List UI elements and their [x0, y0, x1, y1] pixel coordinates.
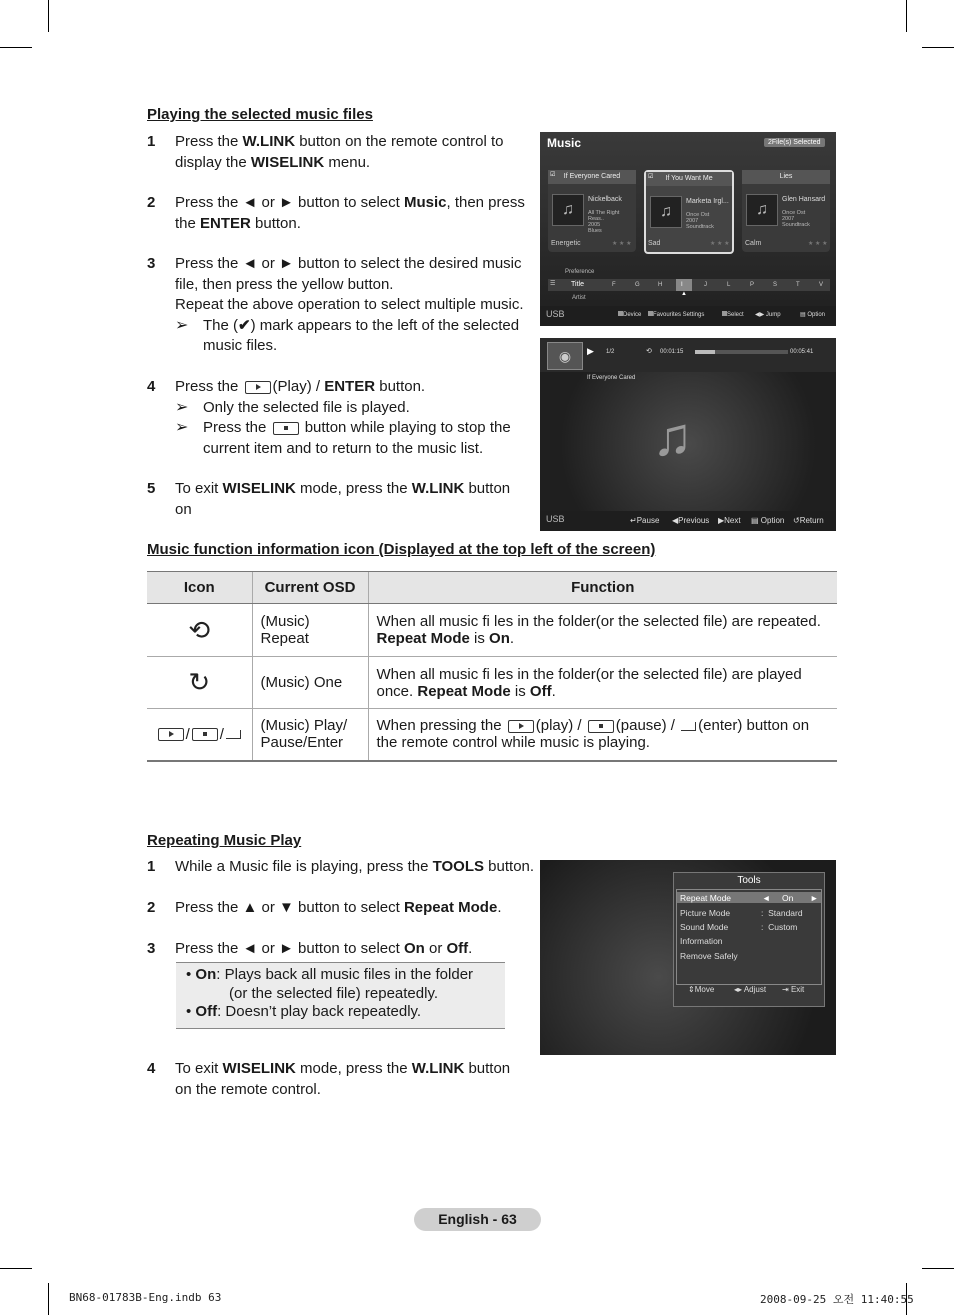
tools-row[interactable]: Picture Mode : Standard — [680, 908, 803, 918]
track-position: 1/2 — [606, 349, 615, 355]
play-icon — [158, 728, 184, 741]
list-icon: ☰ — [550, 281, 556, 287]
repeat-one-icon: ↻ — [188, 667, 211, 697]
music-card[interactable]: If You Want Me ☑ ♫ Marketa Irgl... Once Ost 2007 Soundtrack — [644, 170, 734, 254]
sort-next: Artist — [572, 295, 586, 301]
table-row: ↻ (Music) One When all music fi les in the folder(or the selected file) are played once. Repeat Mode is Off. — [147, 657, 837, 709]
step-2: 2 Press the ▲ or ▼ button to select Repeat Mode. — [147, 899, 502, 916]
tools-row[interactable]: Sound Mode : Custom — [680, 922, 798, 932]
tools-icon: ▤ — [800, 312, 806, 318]
letter-cursor — [676, 279, 692, 291]
options-box: • On: Plays back all music files in the folder (or the selected file) repeatedly. • Off: Doesn’t play back repeatedly. — [176, 962, 505, 1029]
right-arrow-icon: ► — [810, 893, 819, 903]
crop-mark — [48, 1283, 49, 1315]
step-1: 1 While a Music file is playing, press the TOOLS button. — [147, 858, 535, 875]
music-card[interactable]: Lies ♫ Glen Hansard Once Ost 2007 Soundtrack — [742, 170, 830, 252]
up-arrow-icon: ▲ — [681, 291, 687, 297]
rewind-icon: ◀ — [672, 516, 679, 525]
checkmark-icon: ✔ — [238, 316, 251, 334]
enter-icon — [681, 722, 696, 731]
checkbox-checked-icon: ☑ — [550, 172, 556, 178]
page-number: English - 63 — [414, 1208, 541, 1231]
sort-bar[interactable]: ☰ Title F G H I J L P S T V — [548, 279, 830, 291]
step-4: 4 Press the (Play) / ENTER button. ➢ Only the selected file is played. ➢ Press the button while playing to stop the current item and to return to the music list. — [147, 377, 527, 459]
music-card[interactable]: If Everyone Cared ☑ ♫ Nickelback All The Right Reas.. 2005 Blues — [548, 170, 636, 252]
elapsed-time: 00:01:15 — [660, 349, 684, 355]
note: ➢ Only the selected file is played. — [175, 398, 527, 419]
rating-stars: ★ ★ ★ — [710, 241, 730, 247]
step-4: 4 To exit WISELINK mode, press the W.LINK button on the remote control. — [147, 1060, 511, 1098]
progress-fill — [695, 350, 715, 354]
crop-mark — [922, 1268, 954, 1269]
music-note-icon: ♫ — [746, 194, 778, 226]
section-title-repeating: Repeating Music Play — [147, 832, 302, 849]
stop-icon — [273, 422, 299, 435]
section-title-icons: Music function information icon (Displayed at the top left of the screen) — [147, 541, 656, 558]
column-header: Current OSD — [252, 572, 368, 604]
note: ➢ The (✔) mark appears to the left of the selected music files. — [175, 316, 527, 357]
play-state-icon: ▶ — [587, 346, 594, 356]
track-title: If Everyone Cared — [587, 375, 636, 381]
step-text: To exit WISELINK mode, press the W.LINK button on — [175, 480, 511, 518]
leftright-icon: ◂▸ — [734, 985, 743, 994]
left-arrow-icon: ◄ — [762, 893, 771, 903]
music-note-icon: ♫ — [552, 194, 584, 226]
step-5: 5 To exit WISELINK mode, press the W.LINK button on — [147, 479, 527, 520]
selected-count-badge: 2File(s) Selected — [764, 138, 825, 147]
print-file-label: BN68-01783B-Eng.indb 63 — [69, 1291, 222, 1304]
skip-icon: ◀▶ — [755, 312, 765, 318]
print-timestamp: 2008-09-25 오전 11:40:55 — [760, 1293, 914, 1306]
step-2: 2 Press the ◄ or ► button to select Music, then press the ENTER button. — [147, 193, 527, 234]
player-header — [540, 338, 836, 372]
play-icon — [245, 381, 271, 394]
tools-icon: ▤ — [751, 516, 759, 525]
tools-row[interactable]: Remove Safely — [680, 951, 738, 961]
enter-icon — [226, 730, 241, 739]
return-icon: ↺ — [793, 516, 800, 525]
rating-stars: ★ ★ ★ — [808, 241, 828, 247]
step-3: 3 Press the ◄ or ► button to select the desired music file, then press the yellow button. Repeat the above operation to select multiple music. ➢ The (✔) mark appears to the left of the selected music files. — [147, 254, 527, 357]
section-title-playing: Playing the selected music files — [147, 106, 373, 123]
exit-icon: ⇥ — [782, 985, 789, 994]
music-footer: USB Device Favourites Settings Select ◀▶ Jump ▤ Option — [540, 306, 836, 324]
column-header: Icon — [147, 572, 252, 604]
music-list-screen — [540, 132, 836, 326]
tools-row[interactable]: Information — [680, 936, 723, 946]
note: ➢ Press the button while playing to stop the current item and to return to the music list. — [175, 418, 527, 459]
progress-track[interactable] — [695, 350, 788, 354]
mood-label: Calm — [745, 240, 762, 247]
tools-screen — [540, 860, 836, 1055]
play-icon — [508, 720, 534, 733]
step-3: 3 Press the ◄ or ► button to select On or Off. — [147, 940, 473, 957]
mood-label: Sad — [648, 240, 661, 247]
music-note-icon: ♫ — [652, 407, 693, 467]
crop-mark — [906, 0, 907, 32]
screen-title: Music — [547, 136, 582, 150]
table-row: ⟲ (Music) Repeat When all music fi les in the folder(or the selected file) are repeated. Repeat Mode is On. — [147, 604, 837, 657]
column-header: Function — [368, 572, 837, 604]
step-1: 1 Press the W.LINK button on the remote control to display the WISELINK menu. — [147, 132, 527, 173]
crop-mark — [0, 47, 32, 48]
checkbox-checked-icon: ☑ — [648, 174, 654, 180]
arrow-icon: ➢ — [175, 419, 189, 436]
icon-function-table — [147, 571, 837, 762]
rating-stars: ★ ★ ★ — [612, 241, 632, 247]
table-header-row — [147, 572, 837, 604]
sort-prev: Preference — [565, 269, 595, 275]
mood-label: Energetic — [551, 240, 581, 247]
tools-menu: Tools Repeat Mode ◄ On ► Picture Mode : Standard Sound Mode : Custom Information Remove Safely ⇕Move ◂▸ Adjust ⇥ Exit — [673, 872, 825, 1007]
music-player-screen — [540, 338, 836, 531]
forward-icon: ▶ — [718, 516, 725, 525]
table-row: / / (Music) Play/ Pause/Enter When pressing the (play) / (pause) / (enter) button on the remote control while music is playing. — [147, 709, 837, 761]
step-text: Press the W.LINK button on the remote control to display the WISELINK menu. — [175, 133, 504, 171]
pause-icon — [192, 728, 218, 741]
player-footer: USB ↵Pause ◀Previous ▶Next ▤ Option ↺Return — [540, 511, 836, 531]
total-time: 00:05:41 — [790, 349, 814, 355]
crop-mark — [922, 47, 954, 48]
music-note-icon: ♫ — [650, 196, 682, 228]
crop-mark — [0, 1268, 32, 1269]
pause-icon — [588, 720, 614, 733]
enter-icon: ↵ — [630, 516, 637, 525]
crop-mark — [48, 0, 49, 32]
step-text: Press the ◄ or ► button to select Music, then press the ENTER button. — [175, 194, 525, 232]
arrow-icon: ➢ — [175, 398, 189, 416]
tools-row[interactable]: Repeat Mode ◄ On ► — [680, 893, 819, 903]
tools-title: Tools — [737, 875, 761, 886]
arrow-icon: ➢ — [175, 316, 189, 334]
repeat-all-icon: ⟲ — [188, 614, 211, 645]
step-text: Press the (Play) / ENTER button. ➢ Only the selected file is played. ➢ Press the button while playing to stop the current item and to return to the music list. — [175, 377, 527, 459]
updown-icon: ⇕ — [688, 985, 695, 994]
step-text: Press the ◄ or ► button to select the desired music file, then press the yellow button. Repeat the above operation to select multiple music. ➢ The (✔) mark appears to the left of the selected music files. — [175, 254, 527, 357]
album-art-icon: ◉ — [547, 342, 583, 370]
repeat-all-icon: ⟲ — [646, 348, 652, 355]
